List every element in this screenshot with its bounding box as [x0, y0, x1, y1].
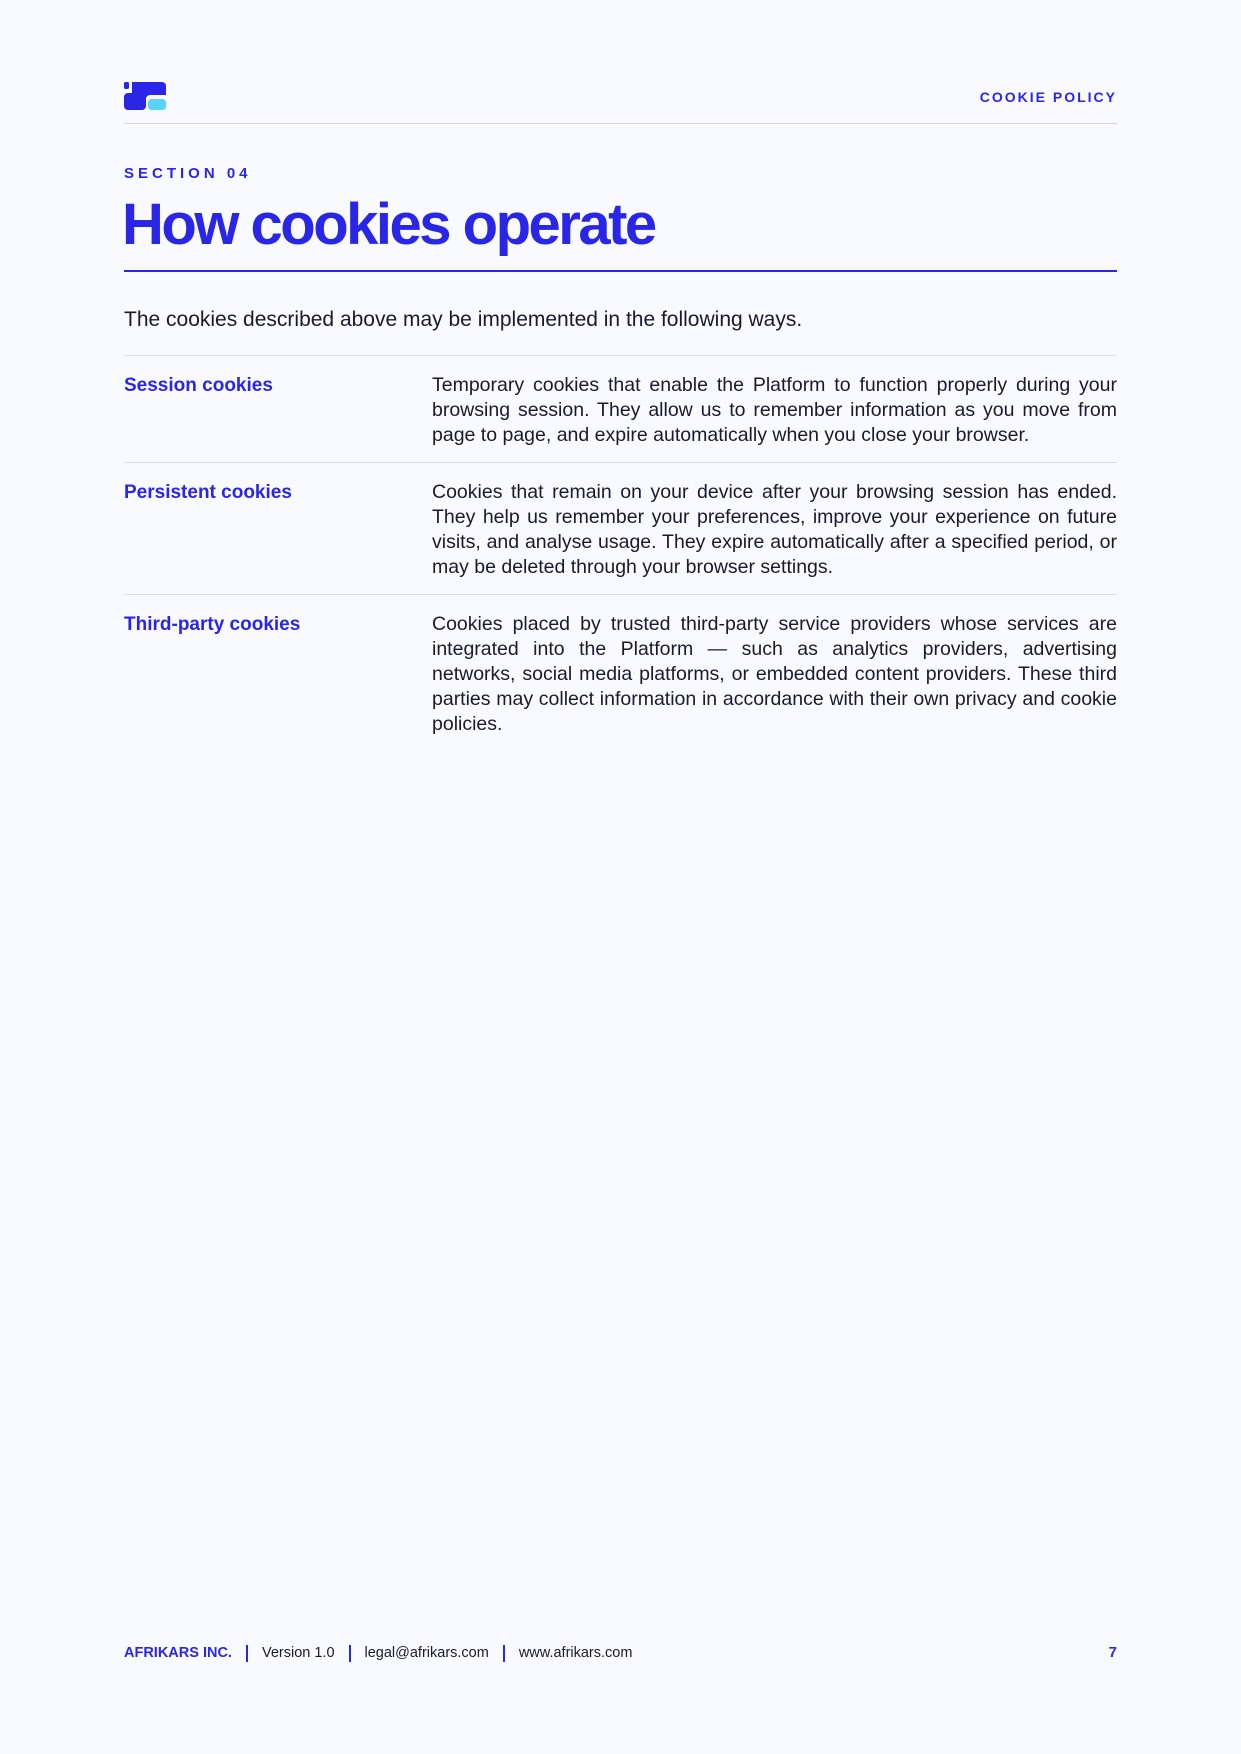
- definition-row: [124, 356, 1117, 463]
- definitions-table: [124, 355, 1117, 751]
- definition-description: Cookies that remain on your device after your browsing session has ended. They help us remember your preferences, improve your experience on future visits, and analyse usage. They expire automatically after a specified period, or may be deleted through your browser settings.: [432, 481, 1117, 578]
- footer-company: AFRIKARS INC.: [124, 1645, 232, 1661]
- page-title: How cookies operate: [122, 192, 655, 257]
- definition-description: Cookies placed by trusted third-party service providers whose services are integrated into the Platform — such as analytics providers, advertising networks, social media platforms, or embedded content providers. These third parties may collect information in accordance with their own privacy and cookie policies.: [432, 613, 1117, 735]
- section-intro: The cookies described above may be implemented in the following ways.: [124, 308, 803, 331]
- afrikars-logo-icon: [124, 82, 166, 110]
- title-divider: [124, 270, 1117, 272]
- footer-website: www.afrikars.com: [518, 1645, 633, 1661]
- document-page: [124, 0, 1117, 1754]
- definition-term: Session cookies: [124, 375, 273, 396]
- definition-row: [124, 595, 1117, 751]
- page-header: [124, 82, 1117, 124]
- section-number: SECTION 04: [124, 165, 252, 182]
- footer-separator: [246, 1645, 248, 1662]
- definition-description: Temporary cookies that enable the Platform to function properly during your browsing session. They allow us to remember information as you move from page to page, and expire automatically when you close your browser.: [432, 374, 1117, 446]
- footer-version: Version 1.0: [261, 1645, 335, 1661]
- definition-row: [124, 463, 1117, 595]
- footer-separator: [349, 1645, 351, 1662]
- page-footer: [124, 1643, 1117, 1663]
- page-number: 7: [1108, 1644, 1117, 1661]
- definition-term: Persistent cookies: [124, 482, 292, 503]
- footer-email: legal@afrikars.com: [364, 1645, 489, 1661]
- footer-separator: [503, 1645, 505, 1662]
- document-type-label: COOKIE POLICY: [979, 89, 1117, 105]
- footer-info: [124, 1643, 632, 1663]
- definition-term: Third-party cookies: [124, 614, 301, 635]
